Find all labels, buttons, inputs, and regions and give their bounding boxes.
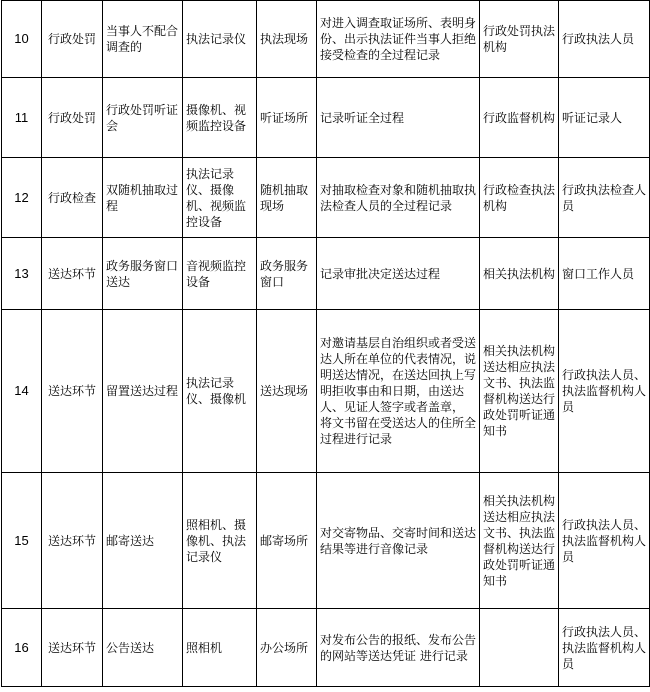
cell-device: 执法记录仪、摄像机	[183, 310, 257, 473]
cell-item: 行政处罚听证会	[103, 78, 183, 158]
cell-category: 送达环节	[42, 238, 103, 310]
cell-content: 对交寄物品、交寄时间和送达结果等进行音像记录	[317, 473, 480, 609]
cell-place: 办公场所	[257, 609, 317, 687]
table-row	[2, 310, 650, 473]
cell-place: 执法现场	[257, 1, 317, 78]
cell-category: 送达环节	[42, 473, 103, 609]
cell-content: 对抽取检查对象和随机抽取执法检查人员的全过程记录	[317, 158, 480, 238]
cell-item: 政务服务窗口送达	[103, 238, 183, 310]
cell-device: 照相机、摄像机、执法记录仪	[183, 473, 257, 609]
table-row	[2, 78, 650, 158]
cell-person: 行政执法人员、执法监督机构人员	[559, 473, 650, 609]
cell-person: 行政执法检查人员	[559, 158, 650, 238]
cell-no: 16	[2, 609, 42, 687]
cell-category: 送达环节	[42, 310, 103, 473]
cell-person: 窗口工作人员	[559, 238, 650, 310]
cell-person: 听证记录人	[559, 78, 650, 158]
cell-unit: 相关执法机构	[480, 238, 559, 310]
cell-item: 公告送达	[103, 609, 183, 687]
cell-no: 14	[2, 310, 42, 473]
cell-unit: 行政监督机构	[480, 78, 559, 158]
cell-no: 15	[2, 473, 42, 609]
cell-no: 10	[2, 1, 42, 78]
cell-unit: 行政检查执法机构	[480, 158, 559, 238]
cell-item: 留置送达过程	[103, 310, 183, 473]
cell-person: 行政执法人员、执法监督机构人员	[559, 609, 650, 687]
table-row	[2, 238, 650, 310]
cell-place: 随机抽取现场	[257, 158, 317, 238]
table-row	[2, 1, 650, 78]
cell-category: 送达环节	[42, 609, 103, 687]
cell-content: 记录审批决定送达过程	[317, 238, 480, 310]
table-row	[2, 158, 650, 238]
cell-content: 记录听证全过程	[317, 78, 480, 158]
cell-item: 双随机抽取过程	[103, 158, 183, 238]
table-row	[2, 473, 650, 609]
cell-place: 听证场所	[257, 78, 317, 158]
cell-content: 对邀请基层自治组织或者受送达人所在单位的代表情况，说明送达情况，在送达回执上写明拒收事由和日期，由送达人、见证人签字或者盖章， 将文书留在受送达人的住所全过程进行记录	[317, 310, 480, 473]
cell-item: 当事人不配合调查的	[103, 1, 183, 78]
cell-content: 对进入调查取证场所、表明身份、出示执法证件当事人拒绝接受检查的全过程记录	[317, 1, 480, 78]
cell-category: 行政检查	[42, 158, 103, 238]
cell-device: 执法记录仪	[183, 1, 257, 78]
cell-unit	[480, 609, 559, 687]
cell-person: 行政执法人员、执法监督机构人员	[559, 310, 650, 473]
cell-category: 行政处罚	[42, 78, 103, 158]
cell-unit: 相关执法机构送达相应执法文书、执法监督机构送达行政处罚听证通知书	[480, 310, 559, 473]
cell-content: 对发布公告的报纸、发布公告的网站等送达凭证 进行记录	[317, 609, 480, 687]
cell-place: 政务服务窗口	[257, 238, 317, 310]
cell-unit: 相关执法机构送达相应执法文书、执法监督机构送达行政处罚听证通知书	[480, 473, 559, 609]
cell-no: 12	[2, 158, 42, 238]
cell-person: 行政执法人员	[559, 1, 650, 78]
records-table	[1, 0, 650, 687]
table-row	[2, 609, 650, 687]
cell-place: 邮寄场所	[257, 473, 317, 609]
cell-device: 照相机	[183, 609, 257, 687]
cell-no: 13	[2, 238, 42, 310]
cell-place: 送达现场	[257, 310, 317, 473]
cell-category: 行政处罚	[42, 1, 103, 78]
cell-device: 摄像机、视频监控设备	[183, 78, 257, 158]
cell-device: 执法记录仪、摄像机、视频监控设备	[183, 158, 257, 238]
cell-unit: 行政处罚执法机构	[480, 1, 559, 78]
cell-device: 音视频监控设备	[183, 238, 257, 310]
cell-no: 11	[2, 78, 42, 158]
cell-item: 邮寄送达	[103, 473, 183, 609]
